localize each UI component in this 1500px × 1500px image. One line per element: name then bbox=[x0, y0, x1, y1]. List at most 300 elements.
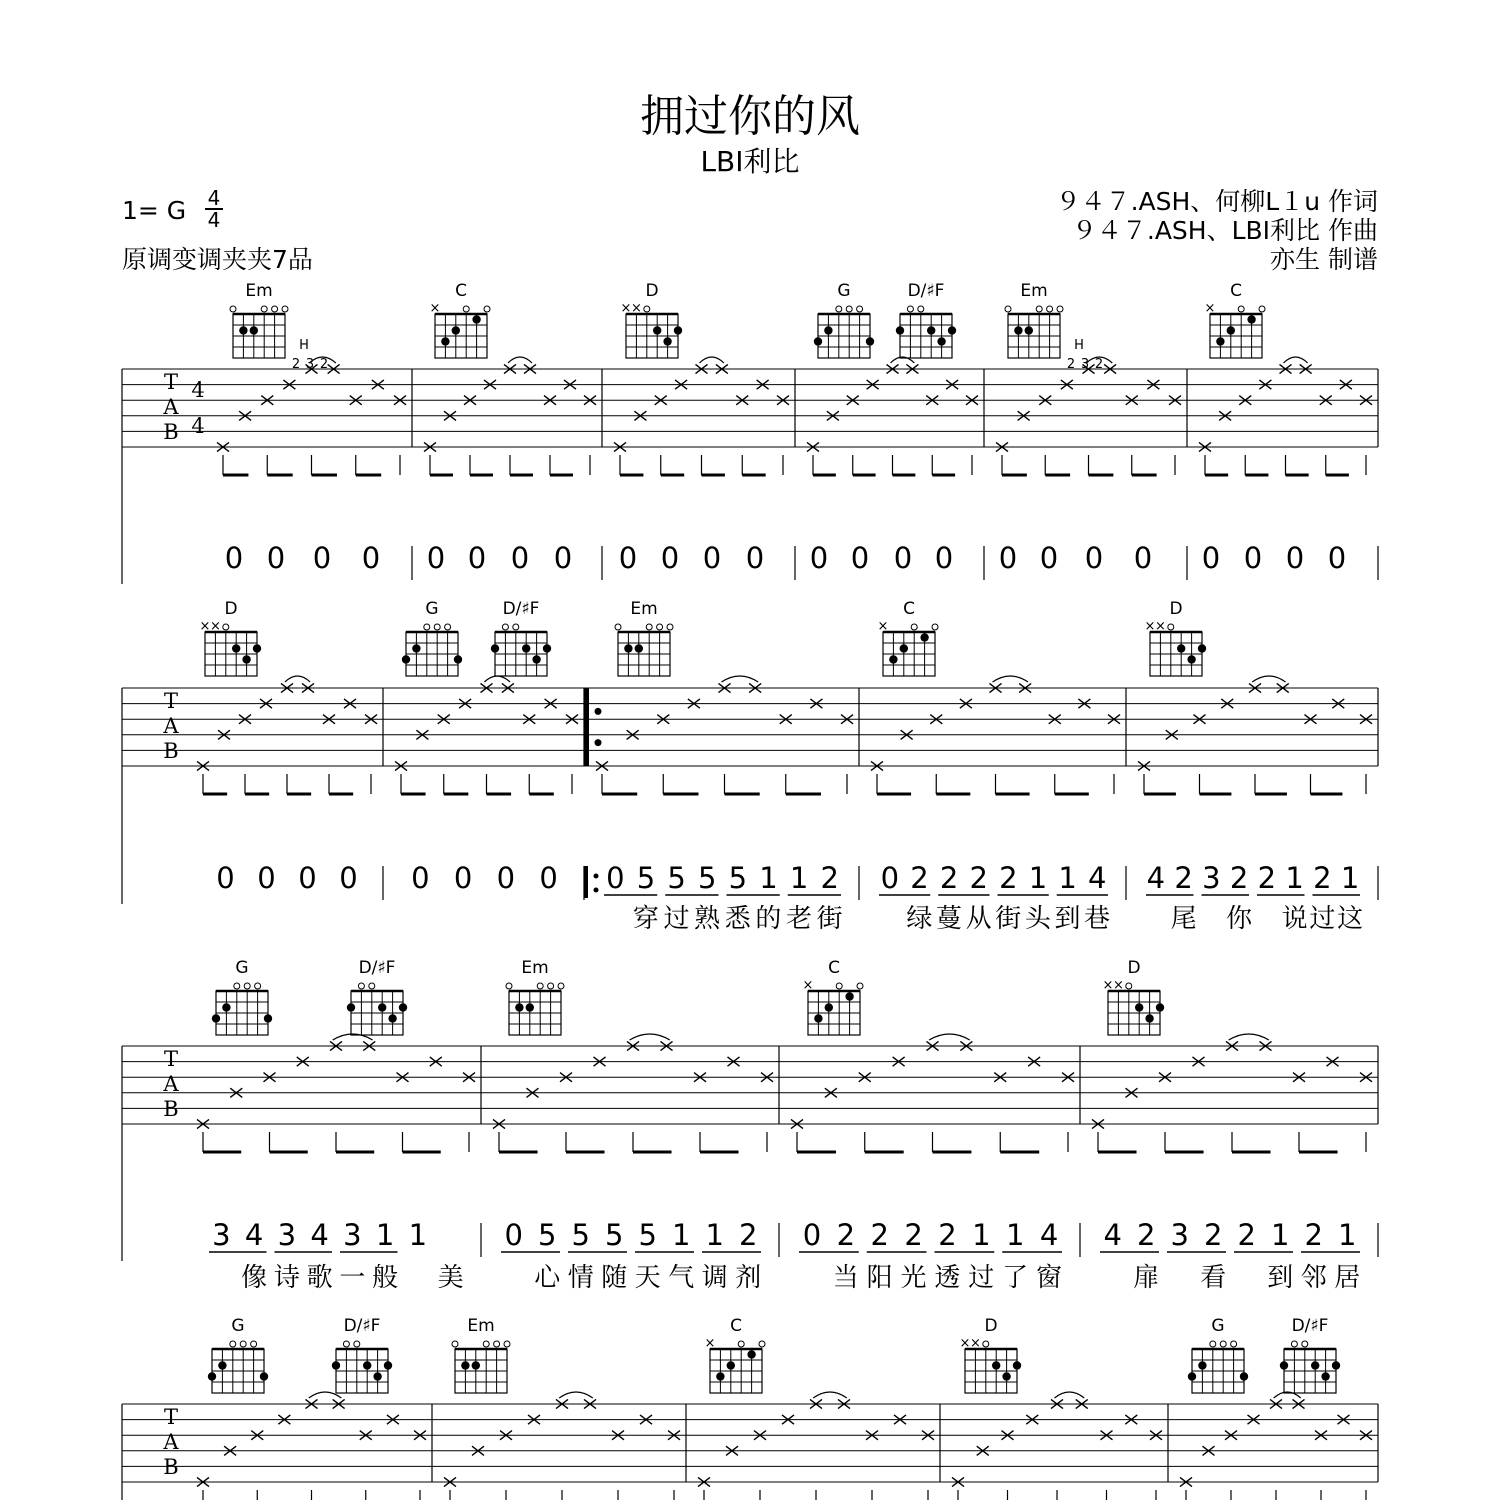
lyric-char: 巷 bbox=[1084, 904, 1111, 934]
numbered-note: 0 bbox=[606, 861, 625, 895]
open-string-marker bbox=[615, 624, 621, 630]
chord-diagram bbox=[1280, 1316, 1340, 1393]
numbered-note: 0 bbox=[998, 541, 1018, 575]
numbered-note: 0 bbox=[496, 861, 516, 895]
chord-name: D/♯F bbox=[907, 281, 945, 301]
muted-string-marker: × bbox=[429, 301, 441, 316]
finger-dot bbox=[727, 1361, 735, 1369]
fret-number: 2 bbox=[1094, 357, 1104, 372]
chord-name: C bbox=[455, 281, 467, 301]
numbered-note: 2 bbox=[1204, 1218, 1223, 1252]
muted-string-marker: × bbox=[704, 1336, 716, 1351]
chord-diagram bbox=[960, 1316, 1022, 1393]
finger-dot bbox=[388, 1014, 396, 1022]
numbered-note: 1 bbox=[759, 861, 778, 895]
numbered-note: 1 bbox=[1285, 861, 1304, 895]
finger-dot bbox=[927, 326, 935, 334]
lyric-char: 当 bbox=[832, 1263, 859, 1293]
fret-number: 2 bbox=[291, 357, 301, 372]
open-string-marker bbox=[558, 983, 564, 989]
numbered-note: 4 bbox=[1103, 1218, 1122, 1252]
numbered-note: 1 bbox=[705, 1218, 724, 1252]
chord-name: D bbox=[645, 281, 659, 301]
open-string-marker bbox=[537, 983, 543, 989]
tie-arc bbox=[721, 676, 758, 682]
finger-dot bbox=[242, 655, 250, 663]
lyric-char: 绿 bbox=[906, 904, 933, 934]
tab-time-top: 4 bbox=[191, 378, 205, 402]
open-string-marker bbox=[983, 1341, 989, 1347]
lyric-char: 歌 bbox=[306, 1263, 333, 1293]
tie-arc bbox=[508, 357, 532, 363]
open-string-marker bbox=[445, 624, 451, 630]
numbered-note: 2 bbox=[938, 1218, 957, 1252]
finger-dot bbox=[402, 655, 410, 663]
chord-diagram bbox=[332, 1316, 392, 1393]
numbered-note: 0 bbox=[339, 861, 358, 895]
numbered-note: 0 bbox=[510, 541, 530, 575]
numbered-note: 0 bbox=[893, 541, 913, 575]
open-string-marker bbox=[836, 306, 842, 312]
lyric-char: 熟 bbox=[694, 904, 721, 934]
numbered-note: 1 bbox=[672, 1218, 691, 1252]
open-string-marker bbox=[230, 1341, 236, 1347]
tab-clef-letter: A bbox=[163, 395, 179, 419]
lyric-char: 美 bbox=[437, 1263, 464, 1293]
tab-clef-letter: B bbox=[163, 420, 179, 444]
finger-dot bbox=[522, 644, 530, 652]
muted-string-marker: × bbox=[1144, 619, 1156, 634]
numbered-note: 0 bbox=[809, 541, 829, 575]
finger-dot bbox=[384, 1361, 392, 1369]
repeat-dot bbox=[595, 739, 602, 746]
open-string-marker bbox=[738, 1341, 744, 1347]
finger-dot bbox=[747, 1350, 755, 1358]
chord-diagram bbox=[1205, 281, 1265, 358]
chord-diagram bbox=[430, 281, 490, 358]
chord-diagram bbox=[230, 281, 288, 358]
finger-dot bbox=[412, 644, 420, 652]
finger-dot bbox=[1198, 644, 1206, 652]
numbered-note: 0 bbox=[467, 541, 487, 575]
lyric-char: 窗 bbox=[1036, 1263, 1063, 1293]
open-string-marker bbox=[1005, 306, 1011, 312]
numbered-note: 1 bbox=[1271, 1218, 1290, 1252]
fret-number: 3 bbox=[1080, 357, 1090, 372]
finger-dot bbox=[992, 1361, 1000, 1369]
lyric-char: 像 bbox=[241, 1263, 268, 1293]
chord-name: Em bbox=[521, 958, 549, 978]
open-string-marker bbox=[1168, 624, 1174, 630]
finger-dot bbox=[624, 644, 632, 652]
finger-dot bbox=[532, 655, 540, 663]
finger-dot bbox=[1311, 1361, 1319, 1369]
open-string-marker bbox=[1291, 1341, 1297, 1347]
chord-diagram bbox=[621, 281, 683, 358]
lyric-char: 心 bbox=[534, 1263, 561, 1293]
open-string-marker bbox=[857, 306, 863, 312]
numbered-note: 4 bbox=[1039, 1218, 1059, 1252]
chord-name: G bbox=[425, 599, 439, 619]
chord-name: D bbox=[1169, 599, 1183, 619]
chord-name: D/♯F bbox=[1291, 1316, 1329, 1336]
open-string-marker bbox=[230, 306, 236, 312]
muted-string-marker: × bbox=[1112, 978, 1124, 993]
open-string-marker bbox=[646, 624, 652, 630]
numbered-note: 1 bbox=[1058, 861, 1077, 895]
lyric-char: 街 bbox=[995, 904, 1022, 934]
finger-dot bbox=[635, 644, 643, 652]
numbered-note: 2 bbox=[1257, 861, 1277, 895]
chord-diagram bbox=[814, 281, 874, 358]
tie-arc bbox=[559, 1392, 593, 1398]
chord-name: Em bbox=[1020, 281, 1048, 301]
open-string-marker bbox=[282, 306, 288, 312]
repeat-dot bbox=[595, 708, 602, 715]
numbered-note: 5 bbox=[571, 1218, 590, 1252]
tie-arc bbox=[929, 1034, 970, 1040]
lyric-char: 尾 bbox=[1170, 904, 1197, 934]
numbered-note: 0 bbox=[257, 861, 276, 895]
open-string-marker bbox=[369, 983, 375, 989]
numbered-note: 2 bbox=[820, 861, 839, 895]
numbered-note: 4 bbox=[1146, 861, 1166, 895]
chord-name: C bbox=[903, 599, 915, 619]
chord-diagram bbox=[896, 281, 956, 358]
numbered-note: 2 bbox=[739, 1218, 758, 1252]
numbered-note: 2 bbox=[836, 1218, 856, 1252]
open-string-marker bbox=[918, 306, 924, 312]
finger-dot bbox=[250, 326, 258, 334]
chord-diagram bbox=[803, 958, 863, 1035]
numbered-note: 2 bbox=[1304, 1218, 1323, 1252]
open-string-marker bbox=[1259, 306, 1265, 312]
open-string-marker bbox=[1231, 1341, 1237, 1347]
open-string-marker bbox=[907, 306, 913, 312]
fret-number: 2 bbox=[319, 357, 329, 372]
numbered-note: 4 bbox=[310, 1218, 329, 1252]
chord-diagram bbox=[1145, 599, 1207, 676]
numbered-note: 5 bbox=[728, 861, 748, 895]
tab-clef-letter: B bbox=[163, 1455, 179, 1479]
open-string-marker bbox=[1210, 1341, 1216, 1347]
finger-dot bbox=[920, 633, 928, 641]
finger-dot bbox=[441, 337, 449, 345]
finger-dot bbox=[866, 337, 874, 345]
open-string-marker bbox=[644, 306, 650, 312]
lyric-char: 头 bbox=[1024, 904, 1051, 934]
chord-diagram bbox=[347, 958, 407, 1035]
finger-dot bbox=[663, 337, 671, 345]
lyric-char: 说 bbox=[1281, 904, 1308, 934]
lyric-char: 了 bbox=[1002, 1263, 1029, 1293]
finger-dot bbox=[900, 644, 908, 652]
finger-dot bbox=[1014, 326, 1022, 334]
lyric-char: 悉 bbox=[724, 904, 751, 934]
finger-dot bbox=[1227, 326, 1235, 334]
open-string-marker bbox=[354, 1341, 360, 1347]
numbered-note: 0 bbox=[1327, 541, 1347, 575]
finger-dot bbox=[452, 326, 460, 334]
open-string-marker bbox=[502, 624, 508, 630]
fret-number: 2 bbox=[1066, 357, 1076, 372]
repeat-dot bbox=[594, 888, 599, 893]
numbered-note: 1 bbox=[972, 1218, 991, 1252]
finger-dot bbox=[1002, 1372, 1010, 1380]
open-string-marker bbox=[657, 624, 663, 630]
chord-name: G bbox=[235, 958, 249, 978]
chord-diagram bbox=[1188, 1316, 1248, 1393]
numbered-note: 0 bbox=[453, 861, 473, 895]
finger-dot bbox=[653, 326, 661, 334]
numbered-note: 3 bbox=[212, 1218, 231, 1252]
numbered-note: 0 bbox=[216, 861, 235, 895]
chord-name: G bbox=[1211, 1316, 1225, 1336]
chord-diagram bbox=[208, 1316, 268, 1393]
tab-clef-letter: T bbox=[163, 1047, 179, 1071]
lyric-char: 这 bbox=[1337, 904, 1364, 934]
chord-diagram bbox=[452, 1316, 510, 1393]
finger-dot bbox=[845, 992, 853, 1000]
lyric-char: 蔓 bbox=[936, 904, 963, 934]
lyric-char: 天 bbox=[634, 1263, 661, 1293]
chord-name: D bbox=[984, 1316, 998, 1336]
tie-arc bbox=[1229, 1034, 1269, 1040]
open-string-marker bbox=[932, 624, 938, 630]
finger-dot bbox=[1188, 1372, 1196, 1380]
numbered-note: 2 bbox=[939, 861, 959, 895]
open-string-marker bbox=[434, 624, 440, 630]
lyric-char: 随 bbox=[601, 1263, 628, 1293]
numbered-note: 4 bbox=[244, 1218, 264, 1252]
finger-dot bbox=[937, 337, 945, 345]
numbered-note: 5 bbox=[636, 861, 656, 895]
chord-name: D/♯F bbox=[358, 958, 396, 978]
finger-dot bbox=[472, 1361, 480, 1369]
numbered-note: 1 bbox=[1005, 1218, 1025, 1252]
numbered-note: 1 bbox=[408, 1218, 428, 1252]
numbered-note: 0 bbox=[312, 541, 332, 575]
tie-arc bbox=[993, 676, 1029, 682]
repeat-thick-bar bbox=[584, 866, 588, 898]
chord-name: G bbox=[837, 281, 851, 301]
open-string-marker bbox=[343, 1341, 349, 1347]
key-signature: 1= G bbox=[122, 196, 187, 225]
finger-dot bbox=[472, 315, 480, 323]
lyric-char: 从 bbox=[965, 904, 992, 934]
finger-dot bbox=[378, 1003, 386, 1011]
lyric-char: 透 bbox=[934, 1263, 961, 1293]
tab-clef-letter: T bbox=[163, 689, 179, 713]
numbered-note: 5 bbox=[697, 861, 717, 895]
numbered-note: 0 bbox=[539, 861, 558, 895]
lyric-char: 诗 bbox=[273, 1263, 300, 1293]
numbered-note: 5 bbox=[605, 1218, 624, 1252]
finger-dot bbox=[222, 1003, 230, 1011]
open-string-marker bbox=[513, 624, 519, 630]
finger-dot bbox=[454, 655, 462, 663]
chord-diagram bbox=[200, 599, 262, 676]
finger-dot bbox=[1247, 315, 1255, 323]
score-system bbox=[122, 676, 1378, 934]
lyric-char: 剂 bbox=[735, 1263, 762, 1293]
finger-dot bbox=[1198, 1361, 1206, 1369]
muted-string-marker: × bbox=[877, 619, 889, 634]
numbered-note: 0 bbox=[266, 541, 286, 575]
numbered-note: 0 bbox=[745, 541, 765, 575]
muted-string-marker: × bbox=[209, 619, 221, 634]
chord-name: D/♯F bbox=[343, 1316, 381, 1336]
open-string-marker bbox=[234, 983, 240, 989]
open-string-marker bbox=[255, 983, 261, 989]
chord-name: D/♯F bbox=[502, 599, 540, 619]
finger-dot bbox=[461, 1361, 469, 1369]
song-artist: LBI利比 bbox=[700, 145, 800, 178]
tab-clef-letter: T bbox=[163, 370, 179, 394]
lyric-char: 过 bbox=[663, 904, 690, 934]
finger-dot bbox=[239, 326, 247, 334]
numbered-note: 4 bbox=[1087, 861, 1107, 895]
tie-arc bbox=[630, 1034, 670, 1040]
open-string-marker bbox=[424, 624, 430, 630]
muted-string-marker: × bbox=[630, 301, 642, 316]
finger-dot bbox=[212, 1014, 220, 1022]
song-title: 拥过你的风 bbox=[640, 91, 860, 142]
open-string-marker bbox=[494, 1341, 500, 1347]
tab-clef-letter: A bbox=[163, 1072, 179, 1096]
repeat-thick-bar bbox=[584, 688, 589, 766]
tie-arc bbox=[813, 1392, 847, 1398]
numbered-note: 1 bbox=[789, 861, 809, 895]
fret-number: 3 bbox=[305, 357, 315, 372]
tab-clef-letter: T bbox=[163, 1405, 179, 1429]
tie-arc bbox=[1055, 1392, 1085, 1398]
open-string-marker bbox=[1126, 983, 1132, 989]
capo-instruction: 原调变调夹夹7品 bbox=[122, 245, 313, 274]
finger-dot bbox=[363, 1361, 371, 1369]
lyric-char: 邻 bbox=[1300, 1263, 1327, 1293]
finger-dot bbox=[515, 1003, 523, 1011]
numbered-note: 0 bbox=[426, 541, 446, 575]
finger-dot bbox=[896, 326, 904, 334]
chord-name: C bbox=[730, 1316, 742, 1336]
chord-diagram bbox=[615, 599, 673, 676]
lyric-char: 你 bbox=[1226, 904, 1253, 934]
tie-arc bbox=[285, 676, 310, 682]
lyric-char: 老 bbox=[786, 904, 813, 934]
tab-clef-letter: A bbox=[163, 714, 179, 738]
numbered-note: 0 bbox=[850, 541, 870, 575]
chord-diagram bbox=[506, 958, 564, 1035]
numbered-note: 5 bbox=[667, 861, 686, 895]
open-string-marker bbox=[504, 1341, 510, 1347]
finger-dot bbox=[208, 1372, 216, 1380]
lyric-char: 穿 bbox=[632, 904, 659, 934]
open-string-marker bbox=[1036, 306, 1042, 312]
muted-string-marker: × bbox=[969, 1336, 981, 1351]
tab-clef-letter: A bbox=[163, 1430, 179, 1454]
numbered-note: 2 bbox=[910, 861, 929, 895]
score-system bbox=[122, 338, 1378, 584]
numbered-note: 0 bbox=[298, 861, 317, 895]
numbered-note: 0 bbox=[1039, 541, 1059, 575]
time-signature-top: 4 bbox=[207, 186, 221, 210]
numbered-note: 0 bbox=[880, 861, 900, 895]
muted-string-marker: × bbox=[959, 1336, 971, 1351]
finger-dot bbox=[373, 1372, 381, 1380]
open-string-marker bbox=[1220, 1341, 1226, 1347]
open-string-marker bbox=[463, 306, 469, 312]
open-string-marker bbox=[1302, 1341, 1308, 1347]
lyric-char: 光 bbox=[900, 1263, 927, 1293]
lyric-char: 调 bbox=[701, 1263, 728, 1293]
finger-dot bbox=[264, 1014, 272, 1022]
hammer-on-label: H bbox=[299, 338, 309, 353]
numbered-note: 2 bbox=[999, 861, 1018, 895]
chord-name: Em bbox=[245, 281, 273, 301]
finger-dot bbox=[347, 1003, 355, 1011]
numbered-note: 5 bbox=[638, 1218, 657, 1252]
chord-name: G bbox=[231, 1316, 245, 1336]
open-string-marker bbox=[483, 1341, 489, 1347]
numbered-note: 3 bbox=[1170, 1218, 1189, 1252]
open-string-marker bbox=[911, 624, 917, 630]
lyric-char: 阳 bbox=[866, 1263, 893, 1293]
open-string-marker bbox=[272, 306, 278, 312]
finger-dot bbox=[253, 644, 261, 652]
finger-dot bbox=[814, 1014, 822, 1022]
finger-dot bbox=[1135, 1003, 1143, 1011]
lyric-char: 过 bbox=[1309, 904, 1336, 934]
open-string-marker bbox=[759, 1341, 765, 1347]
numbered-note: 0 bbox=[618, 541, 638, 575]
lyric-char: 情 bbox=[567, 1263, 594, 1293]
lyric-char: 居 bbox=[1334, 1263, 1361, 1293]
numbered-note: 0 bbox=[934, 541, 954, 575]
finger-dot bbox=[260, 1372, 268, 1380]
numbered-note: 0 bbox=[361, 541, 381, 575]
muted-string-marker: × bbox=[1154, 619, 1166, 634]
time-signature-bottom: 4 bbox=[207, 208, 221, 232]
numbered-note: 0 bbox=[1084, 541, 1104, 575]
chord-diagram bbox=[1103, 958, 1165, 1035]
open-string-marker bbox=[857, 983, 863, 989]
finger-dot bbox=[674, 326, 682, 334]
numbered-note: 0 bbox=[802, 1218, 822, 1252]
finger-dot bbox=[1240, 1372, 1248, 1380]
open-string-marker bbox=[1238, 306, 1244, 312]
open-string-marker bbox=[261, 306, 267, 312]
finger-dot bbox=[526, 1003, 534, 1011]
lyric-char: 扉 bbox=[1133, 1263, 1160, 1293]
lyric-char: 过 bbox=[968, 1263, 995, 1293]
open-string-marker bbox=[836, 983, 842, 989]
numbered-note: 1 bbox=[1340, 861, 1360, 895]
numbered-note: 2 bbox=[1237, 1218, 1256, 1252]
numbered-note: 2 bbox=[969, 861, 988, 895]
numbered-note: 3 bbox=[343, 1218, 362, 1252]
numbered-note: 2 bbox=[1137, 1218, 1156, 1252]
composer-credit: ９４７.ASH、LBI利比 作曲 bbox=[1071, 216, 1378, 245]
lyric-char: 的 bbox=[755, 904, 782, 934]
lyric-char: 气 bbox=[668, 1263, 695, 1293]
muted-string-marker: × bbox=[620, 301, 632, 316]
finger-dot bbox=[1025, 326, 1033, 334]
numbered-note: 0 bbox=[504, 1218, 523, 1252]
numbered-note: 2 bbox=[1313, 861, 1332, 895]
muted-string-marker: × bbox=[199, 619, 211, 634]
open-string-marker bbox=[452, 1341, 458, 1347]
